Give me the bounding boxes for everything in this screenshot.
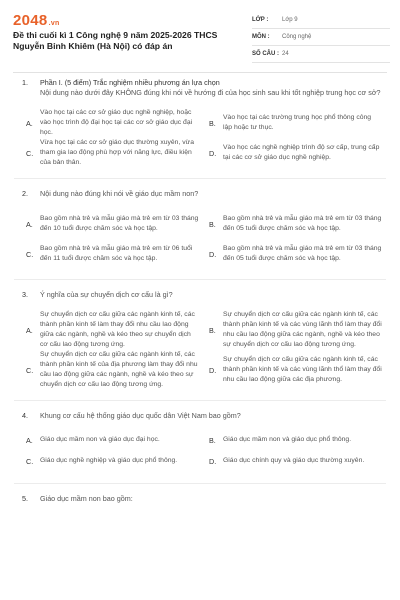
option-text: Giáo dục nghề nghiệp và giáo dục phổ thông.: [40, 457, 178, 464]
option-letter: D.: [209, 456, 217, 466]
question-separator: [14, 483, 386, 484]
option-text: Vừa học tại các cơ sở giáo dục thường xuyên, vừa tham gia lao động phù hợp với năng lực, điều kiện của bản thân.: [40, 139, 194, 166]
option-text: Bao gồm nhà trẻ và mẫu giáo mà trẻ em từ 03 tháng đến 05 tuổi được chăm sóc và học tập.: [223, 245, 382, 262]
option-letter: D.: [209, 148, 217, 158]
question-separator: [14, 400, 386, 401]
option-text: Bao gồm nhà trẻ và mẫu giáo mà trẻ em từ 06 tuổi đến 11 tuổi được chăm sóc và học tập.: [40, 245, 193, 262]
question-3: [0, 290, 400, 390]
option-letter: B.: [209, 325, 216, 335]
option-d[interactable]: [209, 350, 386, 390]
meta-row-class: [252, 12, 390, 29]
page-header: [0, 0, 400, 70]
option-text: Vào học các nghề nghiệp trình độ sơ cấp, trung cấp tại các cơ sở giáo dục nghề nghiệp.: [223, 144, 380, 161]
question-text: Giáo dục mầm non bao gồm:: [40, 494, 133, 503]
option-letter: C.: [26, 249, 34, 259]
option-c[interactable]: [26, 449, 203, 473]
option-d[interactable]: [209, 449, 386, 473]
options-grid: [26, 108, 386, 168]
meta-row-subject: [252, 29, 390, 46]
question-separator: [14, 279, 386, 280]
option-c[interactable]: [26, 138, 203, 168]
section-title: Phần I. (5 điểm) Trắc nghiệm nhiều phương án lựa chọn: [40, 78, 220, 87]
question-number: 3.: [22, 290, 28, 299]
options-grid: [26, 310, 386, 390]
question-separator: [14, 178, 386, 179]
option-a[interactable]: [26, 431, 203, 449]
question-4: [0, 411, 400, 473]
option-text: Vào học tại các trường trung học phổ thông công lập hoặc tư thục.: [223, 114, 372, 131]
meta-key: SỐ CÂU :: [252, 51, 279, 57]
options-grid: [26, 431, 386, 473]
header-divider: [13, 72, 387, 73]
meta-value: Lớp 9: [282, 17, 298, 23]
option-d[interactable]: [209, 239, 386, 269]
question-text: Nội dung nào đúng khi nói về giáo dục mầm non?: [40, 189, 199, 198]
option-letter: A.: [26, 325, 33, 335]
meta-value: 24: [282, 51, 289, 57]
question-number: 5.: [22, 494, 28, 503]
question-2: [0, 189, 400, 269]
option-d[interactable]: [209, 138, 386, 168]
site-logo[interactable]: [13, 12, 60, 29]
option-letter: B.: [209, 435, 216, 445]
option-c[interactable]: [26, 350, 203, 390]
option-b[interactable]: [209, 108, 386, 138]
option-text: Giáo dục chính quy và giáo dục thường xuyên.: [223, 457, 365, 464]
question-number: 2.: [22, 189, 28, 198]
question-text: Nội dung nào dưới đây KHÔNG đúng khi nói về hướng đi của học sinh sau khi tốt nghiệp trung học cơ sở?: [40, 88, 381, 97]
question-text: Ý nghĩa của sự chuyển dịch cơ cấu là gì?: [40, 290, 173, 299]
option-letter: C.: [26, 365, 34, 375]
option-a[interactable]: [26, 310, 203, 350]
question-number: 4.: [22, 411, 28, 420]
option-text: Sự chuyển dịch cơ cấu giữa các ngành kinh tế, các thành phần kinh tế của địa phương làm thay đổi nhu cầu lao động giữa các ngành, nghề và kéo theo sự chuyển dịch cơ cấu lao động tương ứng.: [40, 351, 198, 388]
question-1: [0, 78, 400, 168]
logo-text: 2048: [13, 12, 48, 29]
option-c[interactable]: [26, 239, 203, 269]
option-text: Bao gồm nhà trẻ và mẫu giáo mà trẻ em từ 03 tháng đến 10 tuổi được chăm sóc và học tập.: [40, 215, 199, 232]
question-number: 1.: [22, 78, 28, 87]
option-letter: A.: [26, 118, 33, 128]
logo-suffix: .vn: [48, 20, 60, 27]
meta-key: MÔN :: [252, 34, 270, 40]
options-grid: [26, 209, 386, 269]
meta-value: Công nghệ: [282, 34, 312, 40]
option-letter: C.: [26, 456, 34, 466]
option-letter: D.: [209, 249, 217, 259]
option-letter: C.: [26, 148, 34, 158]
option-a[interactable]: [26, 108, 203, 138]
meta-key: LỚP :: [252, 17, 269, 23]
option-text: Sự chuyển dịch cơ cấu giữa các ngành kinh tế, các thành phần kinh tế làm thay đổi nhu cầu lao động giữa các ngành, nghề và kéo theo sự chuyển dịch cơ cấu lao động tương ứng.: [40, 311, 195, 348]
option-text: Vào học tại các cơ sở giáo dục nghề nghiệp, hoặc vào học trình độ đại học tại các cơ sở giáo dục đại học.: [40, 109, 193, 136]
option-b[interactable]: [209, 310, 386, 350]
question-list: [0, 78, 400, 504]
option-letter: A.: [26, 435, 33, 445]
option-text: Sự chuyển dịch cơ cấu giữa các ngành kinh tế, các thành phần kinh tế và các vùng lãnh thổ làm thay đổi nhu cầu lao động giữa các địa phương.: [223, 356, 382, 383]
option-text: Giáo dục mầm non và giáo dục phổ thông.: [223, 436, 352, 443]
question-5: [0, 494, 400, 504]
option-letter: A.: [26, 219, 33, 229]
option-text: Giáo dục mầm non và giáo dục đại học.: [40, 436, 160, 443]
option-letter: B.: [209, 118, 216, 128]
option-b[interactable]: [209, 209, 386, 239]
document-title: Đề thi cuối kì 1 Công nghệ 9 năm 2025-2026 THCS Nguyễn Bỉnh Khiêm (Hà Nội) có đáp án: [13, 30, 218, 51]
option-letter: B.: [209, 219, 216, 229]
meta-row-count: [252, 46, 390, 63]
question-text: Khung cơ cấu hệ thống giáo dục quốc dân Việt Nam bao gồm?: [40, 411, 241, 420]
option-text: Bao gồm nhà trẻ và mẫu giáo mà trẻ em từ 03 tháng đến 05 tuổi được chăm sóc và học tập.: [223, 215, 382, 232]
option-b[interactable]: [209, 431, 386, 449]
option-text: Sự chuyển dịch cơ cấu giữa các ngành kinh tế, các thành phần kinh tế và các vùng lãnh thổ làm thay đổi nhu cầu lao động giữa các ngành, nghề và kéo theo sự chuyển dịch cơ cấu lao động tương ứng.: [223, 311, 382, 348]
option-a[interactable]: [26, 209, 203, 239]
exam-meta-table: [252, 12, 390, 63]
option-letter: D.: [209, 365, 217, 375]
